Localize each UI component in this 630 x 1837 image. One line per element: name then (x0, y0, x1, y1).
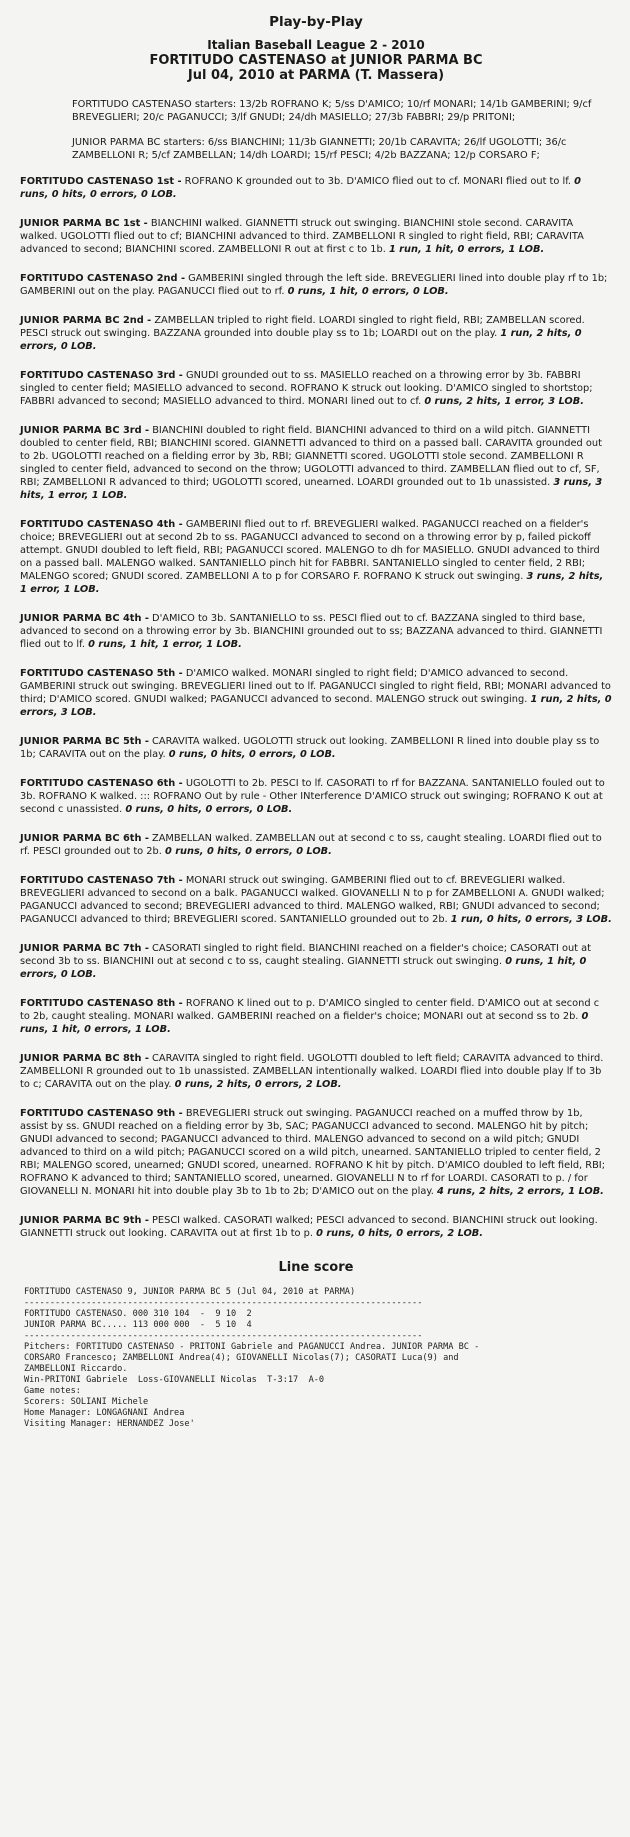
inning-paragraph (20, 997, 612, 1036)
inning-heading: JUNIOR PARMA BC 7th - (20, 943, 149, 955)
inning-plays: PESCI walked. CASORATI walked; PESCI advanced to second. BIANCHINI struck out looking. GIANNETTI struck out looking. CARAVITA out at first 1b to p. (20, 1215, 598, 1240)
inning-paragraph (20, 369, 612, 408)
inning-summary: 1 run, 2 hits, 0 errors, 3 LOB. (20, 694, 612, 719)
inning-paragraph (20, 272, 612, 298)
inning-heading: JUNIOR PARMA BC 8th - (20, 1053, 149, 1065)
inning-summary: 0 runs, 0 hits, 0 errors, 0 LOB. (168, 749, 336, 761)
inning-summary: 0 runs, 1 hit, 0 errors, 0 LOB. (20, 956, 587, 981)
inning-summary: 3 runs, 2 hits, 1 error, 1 LOB. (20, 571, 604, 596)
inning-plays: CARAVITA walked. UGOLOTTI struck out looking. ZAMBELLONI R lined into double play ss to 1b; CARAVITA out on the play. (20, 736, 600, 761)
inning-plays: D'AMICO to 3b. SANTANIELLO to ss. PESCI flied out to cf. BAZZANA singled to third base, advanced to second on a throwing error by 3b. BIANCHINI grounded out to ss; BAZZANA advanced to third. GIANNETTI flied out to lf. (20, 613, 603, 651)
inning-summary: 0 runs, 1 hit, 0 errors, 1 LOB. (20, 1011, 589, 1036)
box-score-line: Scorers: SOLIANI Michele (24, 1397, 149, 1408)
inning-heading: JUNIOR PARMA BC 3rd - (20, 425, 150, 437)
date-location: Jul 04, 2010 at PARMA (T. Massera) (187, 68, 445, 83)
inning-summary: 0 runs, 2 hits, 1 error, 3 LOB. (424, 396, 584, 408)
inning-summary: 1 run, 0 hits, 0 errors, 3 LOB. (450, 914, 612, 926)
inning-summary: 0 runs, 0 hits, 0 errors, 0 LOB. (20, 176, 581, 201)
inning-paragraph (20, 314, 612, 353)
box-score-line: Visiting Manager: HERNANDEZ Jose' (24, 1419, 195, 1430)
inning-paragraph (20, 424, 612, 502)
box-score-line: ----------------------------------------------------------------------------- (24, 1298, 423, 1309)
inning-heading: JUNIOR PARMA BC 6th - (20, 833, 149, 845)
inning-heading: FORTITUDO CASTENASO 8th - (20, 998, 183, 1010)
box-score-line: ----------------------------------------------------------------------------- (24, 1331, 423, 1342)
inning-paragraph (20, 518, 612, 596)
inning-summary: 1 run, 1 hit, 0 errors, 1 LOB. (388, 244, 545, 256)
game-header (20, 38, 612, 83)
inning-heading: JUNIOR PARMA BC 2nd - (20, 315, 152, 327)
inning-plays: ROFRANO K grounded out to 3b. D'AMICO flied out to cf. MONARI flied out to lf. (181, 176, 575, 188)
matchup: FORTITUDO CASTENASO at JUNIOR PARMA BC (149, 53, 483, 68)
inning-paragraph (20, 832, 612, 858)
inning-paragraph (20, 217, 612, 256)
line-score-title: Line score (278, 1260, 354, 1276)
inning-paragraph (20, 667, 612, 719)
inning-plays: ROFRANO K lined out to p. D'AMICO singled to center field. D'AMICO out at second c to 2b, caught stealing. MONARI walked. GAMBERINI reached on a fielder's choice; MONARI out at second ss to 2b. (20, 998, 600, 1023)
innings-list (20, 175, 612, 1240)
inning-heading: FORTITUDO CASTENASO 4th - (20, 519, 183, 531)
inning-plays: BIANCHINI walked. GIANNETTI struck out swinging. BIANCHINI stole second. CARAVITA walked. UGOLOTTI flied out to cf; BIANCHINI advanced to third. ZAMBELLONI R singled to right field, RBI; CARAVITA advanced to second; BIANCHINI scored. ZAMBELLONI R out at first c to 1b. (20, 218, 584, 256)
inning-paragraph (20, 777, 612, 816)
league-name: Italian Baseball League 2 - 2010 (207, 38, 425, 52)
box-score-line: ZAMBELLONI Riccardo. (24, 1364, 128, 1375)
inning-paragraph (20, 612, 612, 651)
inning-paragraph (20, 1214, 612, 1240)
inning-paragraph (20, 874, 612, 926)
inning-paragraph (20, 942, 612, 981)
inning-summary: 4 runs, 2 hits, 2 errors, 1 LOB. (437, 1186, 604, 1198)
inning-heading: JUNIOR PARMA BC 4th - (20, 613, 149, 625)
inning-plays: GAMBERINI singled through the left side. BREVEGLIERI lined into double play rf to 1b; GAMBERINI out on the play. PAGANUCCI flied out to rf. (20, 273, 608, 298)
box-score-line: FORTITUDO CASTENASO 9, JUNIOR PARMA BC 5 (Jul 04, 2010 at PARMA) (24, 1287, 356, 1298)
box-score (20, 1287, 612, 1430)
inning-paragraph (20, 175, 612, 201)
box-score-line: Game notes: (24, 1386, 81, 1397)
inning-heading: FORTITUDO CASTENASO 2nd - (20, 273, 186, 285)
inning-plays: BREVEGLIERI struck out swinging. PAGANUCCI reached on a muffed throw by 1b, assist by ss. GNUDI reached on a fielding error by 3b, SAC; PAGANUCCI advanced to second. MALENGO hit by pitch; GNUDI advanced to second; PAGANUCCI advanced to third. MALENGO advanced to second on a wild pitch; GNUDI advanced to third on a wild pitch; PAGANUCCI scored on a wild pitch, unearned. SANTANIELLO tripled to center field, 2 RBI; MALENGO scored, unearned; GNUDI scored, unearned. ROFRANO K hit by pitch. D'AMICO doubled to left field, RBI; ROFRANO K advanced to third; SANTANIELLO scored, unearned. GIOVANELLI N to rf for LOARDI. CASORATI to p. / for GIOVANELLI N. MONARI hit into double play 3b to 1b to 2b; D'AMICO out on the play. (20, 1108, 605, 1198)
inning-summary: 0 runs, 1 hit, 1 error, 1 LOB. (88, 639, 242, 651)
starters-section (72, 99, 598, 162)
inning-paragraph (20, 1107, 612, 1198)
inning-summary: 1 run, 2 hits, 0 errors, 0 LOB. (20, 328, 582, 353)
inning-plays: UGOLOTTI to 2b. PESCI to lf. CASORATI to rf for BAZZANA. SANTANIELLO fouled out to 3b. ROFRANO K walked. ::: ROFRANO Out by rule - Other INterference D'AMICO struck out swinging; ROFRANO K out at second c unassisted. (20, 778, 605, 816)
inning-paragraph (20, 735, 612, 761)
inning-plays: D'AMICO walked. MONARI singled to right field; D'AMICO advanced to second. GAMBERINI struck out swinging. BREVEGLIERI lined out to lf. PAGANUCCI singled to right field, RBI; MONARI advanced to third; D'AMICO scored. GNUDI walked; PAGANUCCI advanced to second. MALENGO struck out swinging. (20, 668, 611, 706)
inning-plays: CARAVITA singled to right field. UGOLOTTI doubled to left field; CARAVITA advanced to third. ZAMBELLONI R grounded out to 1b unassisted. ZAMBELLAN intentionally walked. LOARDI flied into double play lf to 3b to c; CARAVITA out on the play. (20, 1053, 604, 1091)
box-score-line: Home Manager: LONGAGNANI Andrea (24, 1408, 185, 1419)
box-score-line: Win-PRITONI Gabriele Loss-GIOVANELLI Nicolas T-3:17 A-0 (24, 1375, 325, 1386)
home-starters: JUNIOR PARMA BC starters: 6/ss BIANCHINI; 11/3b GIANNETTI; 20/1b CARAVITA; 26/lf UGOLOTTI; 36/c ZAMBELLONI R; 5/cf ZAMBELLAN; 14/dh LOARDI; 15/rf PESCI; 4/2b BAZZANA; 12/p CORSARO F; (72, 137, 567, 161)
page-title: Play-by-Play (269, 14, 363, 30)
inning-heading: FORTITUDO CASTENASO 7th - (20, 875, 183, 887)
box-score-line: CORSARO Francesco; ZAMBELLONI Andrea(4); GIOVANELLI Nicolas(7); CASORATI Luca(9) and (24, 1353, 459, 1364)
box-score-line: JUNIOR PARMA BC..... 113 000 000 - 5 10 4 (24, 1320, 252, 1331)
inning-summary: 0 runs, 0 hits, 0 errors, 0 LOB. (125, 804, 293, 816)
inning-heading: FORTITUDO CASTENASO 6th - (20, 778, 183, 790)
inning-summary: 0 runs, 2 hits, 0 errors, 2 LOB. (174, 1079, 342, 1091)
inning-heading: JUNIOR PARMA BC 1st - (20, 218, 148, 230)
inning-heading: JUNIOR PARMA BC 5th - (20, 736, 149, 748)
inning-paragraph (20, 1052, 612, 1091)
inning-summary: 0 runs, 1 hit, 0 errors, 0 LOB. (287, 286, 449, 298)
inning-heading: FORTITUDO CASTENASO 5th - (20, 668, 183, 680)
inning-heading: FORTITUDO CASTENASO 1st - (20, 176, 182, 188)
inning-heading: FORTITUDO CASTENASO 9th - (20, 1108, 183, 1120)
inning-heading: JUNIOR PARMA BC 9th - (20, 1215, 149, 1227)
box-score-line: FORTITUDO CASTENASO. 000 310 104 - 9 10 2 (24, 1309, 252, 1320)
inning-plays: GNUDI grounded out to ss. MASIELLO reached on a throwing error by 3b. FABBRI singled to center field; MASIELLO advanced to second. ROFRANO K struck out looking. D'AMICO singled to shortstop; FABBRI advanced to second; MASIELLO advanced to third. MONARI lined out to cf. (20, 370, 593, 408)
inning-plays: ZAMBELLAN tripled to right field. LOARDI singled to right field, RBI; ZAMBELLAN scored. PESCI struck out swinging. BAZZANA grounded into double play ss to 1b; LOARDI out on the play. (20, 315, 585, 340)
inning-plays: GAMBERINI flied out to rf. BREVEGLIERI walked. PAGANUCCI reached on a fielder's choice; BREVEGLIERI out at second 2b to ss. PAGANUCCI advanced to second on a throwing error by p, failed pickoff attempt. GNUDI doubled to left field, RBI; PAGANUCCI scored. MALENGO to dh for MASIELLO. GNUDI advanced to third on a passed ball. MALENGO walked. SANTANIELLO pinch hit for FABBRI. SANTANIELLO singled to center field, 2 RBI; MALENGO scored; GNUDI scored. ZAMBELLONI A to p for CORSARO F. ROFRANO K struck out swinging. (20, 519, 600, 583)
inning-plays: ZAMBELLAN walked. ZAMBELLAN out at second c to ss, caught stealing. LOARDI flied out to rf. PESCI grounded out to 2b. (20, 833, 602, 858)
inning-summary: 0 runs, 0 hits, 0 errors, 2 LOB. (316, 1228, 483, 1240)
inning-plays: BIANCHINI doubled to right field. BIANCHINI advanced to third on a wild pitch. GIANNETTI doubled to center field, RBI; BIANCHINI scored. GIANNETTI advanced to third on a passed ball. CARAVITA grounded out to 2b. UGOLOTTI reached on a fielding error by 3b, RBI; GIANNETTI scored. UGOLOTTI stole second. ZAMBELLONI R singled to center field, advanced to second on the throw; UGOLOTTI advanced to third. ZAMBELLAN flied out to cf, SF, RBI; ZAMBELLONI R advanced to third; UGOLOTTI scored, unearned. LOARDI grounded out to 1b unassisted. (20, 425, 602, 489)
box-score-line: Pitchers: FORTITUDO CASTENASO - PRITONI Gabriele and PAGANUCCI Andrea. JUNIOR PARMA BC - (24, 1342, 480, 1353)
inning-summary: 0 runs, 0 hits, 0 errors, 0 LOB. (164, 846, 332, 858)
inning-heading: FORTITUDO CASTENASO 3rd - (20, 370, 183, 382)
inning-plays: MONARI struck out swinging. GAMBERINI flied out to cf. BREVEGLIERI walked. BREVEGLIERI advanced to second on a balk. PAGANUCCI walked. GIOVANELLI N to p for ZAMBELLONI A. GNUDI walked; PAGANUCCI advanced to second; BREVEGLIERI advanced to third. MALENGO walked, RBI; GNUDI advanced to second; PAGANUCCI advanced to third; BREVEGLIERI scored. SANTANIELLO grounded out to 2b. (20, 875, 605, 926)
inning-plays: CASORATI singled to right field. BIANCHINI reached on a fielder's choice; CASORATI out at second 3b to ss. BIANCHINI out at second c to ss, caught stealing. GIANNETTI struck out swinging. (20, 943, 591, 968)
inning-summary: 3 runs, 3 hits, 1 error, 1 LOB. (20, 477, 603, 502)
visitor-starters: FORTITUDO CASTENASO starters: 13/2b ROFRANO K; 5/ss D'AMICO; 10/rf MONARI; 14/1b GAMBERINI; 9/cf BREVEGLIERI; 20/c PAGANUCCI; 3/lf GNUDI; 24/dh MASIELLO; 27/3b FABBRI; 29/p PRITONI; (72, 99, 592, 123)
